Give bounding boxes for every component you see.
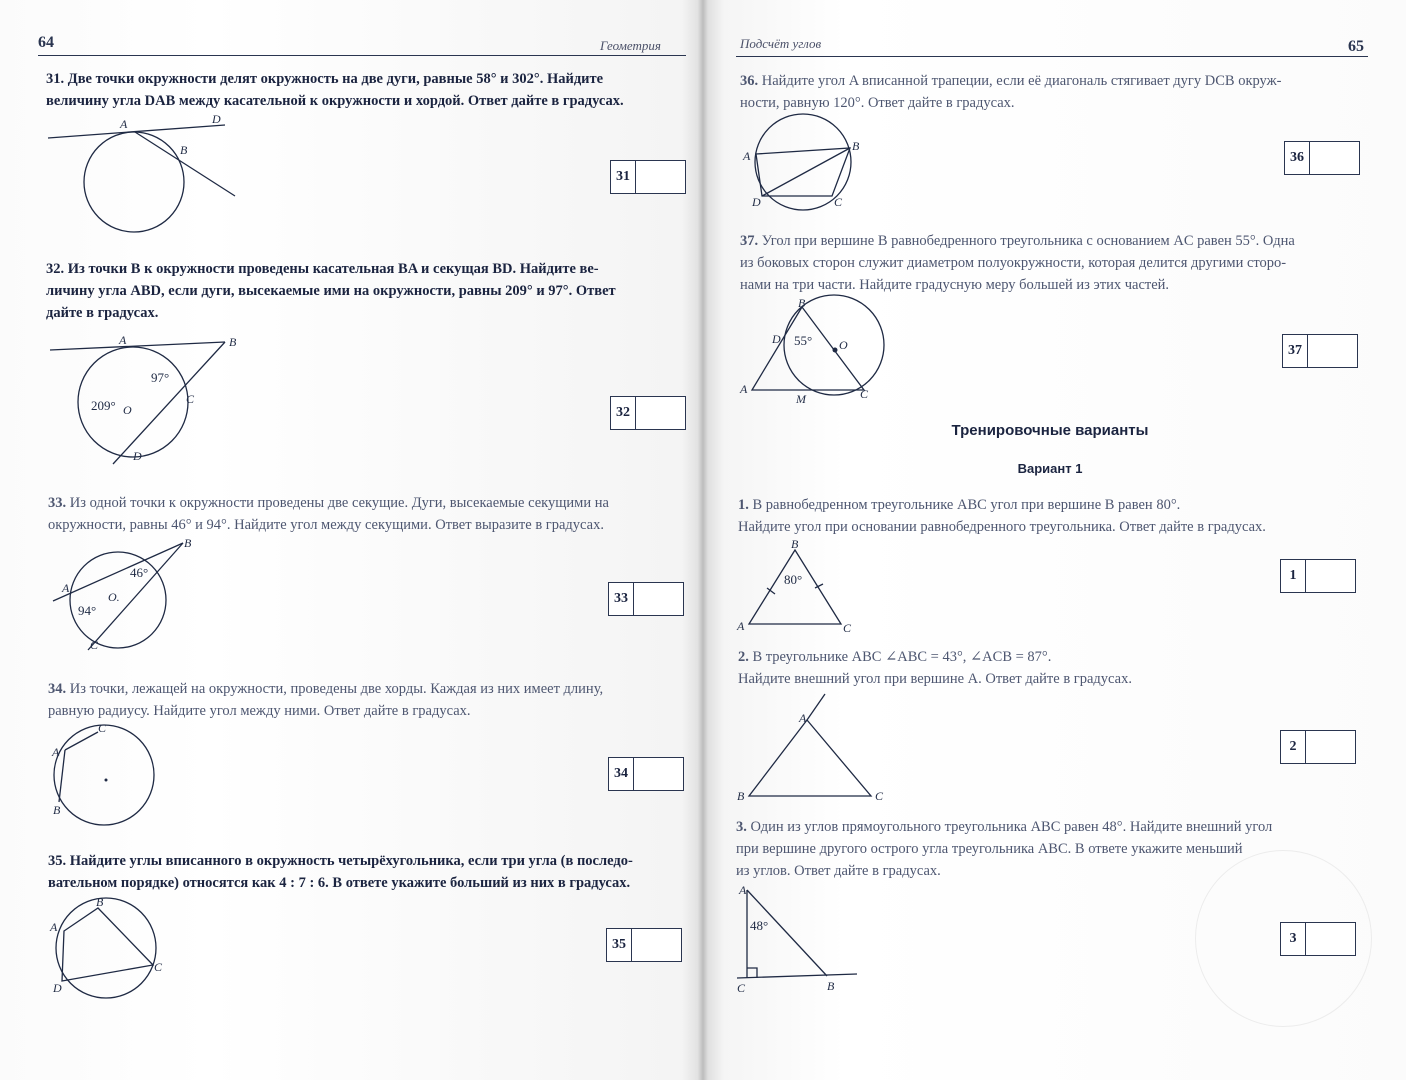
answer-label-32: 32: [611, 397, 636, 429]
label-c: C: [860, 387, 869, 401]
answer-box-v1[interactable]: [1280, 559, 1356, 593]
answer-label-v2: 2: [1281, 731, 1306, 763]
quadrilateral: [62, 908, 153, 981]
triangle-abc: [749, 720, 871, 796]
problem-31: [46, 68, 676, 112]
tangent-ba: [50, 342, 225, 350]
answer-label-33: 33: [609, 583, 634, 615]
problem-37: [740, 230, 1365, 296]
secant-2: [88, 543, 183, 650]
answer-box-31[interactable]: [610, 160, 686, 194]
problem-37-number: 37.: [740, 233, 759, 249]
label-b: B: [184, 536, 192, 550]
label-a: A: [743, 149, 751, 163]
label-a: A: [62, 581, 70, 595]
running-title-left: Геометрия: [600, 38, 661, 53]
chord-ac: [65, 732, 98, 750]
label-209: 209°: [91, 398, 116, 413]
figure-32: [45, 330, 255, 470]
circle: [84, 132, 184, 232]
problem-32: [46, 258, 676, 324]
hypotenuse-ab: [747, 890, 827, 976]
right-angle-mark: [747, 968, 757, 978]
problem-35-number: 35.: [48, 853, 67, 869]
answer-box-32[interactable]: [610, 396, 686, 430]
answer-label-34: 34: [609, 758, 634, 790]
label-94: 94°: [78, 603, 97, 618]
variant-problem-2-number: 2.: [738, 649, 749, 665]
triangle-abc: [749, 550, 841, 624]
label-c: C: [875, 789, 884, 803]
variant-problem-3-number: 3.: [736, 819, 747, 835]
variant-problem-2-line-2: Найдите внешний угол при вершине A. Ответ дайте в градусах.: [738, 671, 1132, 687]
problem-33-line-1: Из одной точки к окружности проведены две секущие. Дуги, высекаемые секущими на: [69, 495, 609, 511]
problem-35-line-1: Найдите углы вписанного в окружность четырёхугольника, если три угла (в последо-: [69, 853, 633, 869]
show-through-stamp: [1195, 850, 1372, 1027]
label-b: B: [53, 803, 61, 817]
problem-32-line-3: дайте в градусах.: [46, 305, 159, 321]
page-number-right: 65: [1348, 38, 1364, 55]
figure-33: [48, 535, 208, 660]
problem-34-line-2: равную радиусу. Найдите угол между ними. Ответ дайте в градусах.: [48, 703, 471, 719]
label-b: B: [180, 143, 188, 157]
label-c: C: [186, 392, 195, 406]
figure-31: [40, 110, 250, 240]
problem-33-number: 33.: [48, 495, 67, 511]
figure-35: [48, 893, 178, 998]
label-55: 55°: [794, 333, 813, 348]
label-a: A: [50, 920, 58, 934]
label-97: 97°: [151, 370, 170, 385]
problem-35: [48, 850, 678, 894]
label-b: B: [229, 335, 237, 349]
center-dot: [105, 779, 108, 782]
chord-ab: [59, 750, 65, 802]
variant-title: Вариант 1: [1017, 461, 1083, 476]
label-a: A: [799, 711, 807, 725]
problem-31-number: 31.: [46, 71, 65, 87]
label-b: B: [798, 296, 806, 310]
figure-36: [740, 112, 870, 212]
problem-32-line-1: Из точки B к окружности проведены касательная BA и секущая BD. Найдите ве-: [67, 261, 599, 277]
variant-problem-3-line-2: при вершине другого острого угла треугольника ABC. В ответе укажите меньший: [736, 841, 1243, 857]
variant-problem-1-line-2: Найдите угол при основании равнобедренного треугольника. Ответ дайте в градусах.: [738, 519, 1266, 535]
figure-v3: [735, 880, 875, 1000]
label-o: O.: [108, 590, 120, 604]
figure-v2: [735, 692, 895, 807]
problem-34: [48, 678, 678, 722]
label-c: C: [737, 981, 746, 995]
answer-label-v3: 3: [1281, 923, 1306, 955]
label-b: B: [96, 895, 104, 909]
label-48: 48°: [750, 918, 769, 933]
problem-37-line-3: нами на три части. Найдите градусную меру большей из этих частей.: [740, 277, 1170, 293]
book-spine: [698, 0, 708, 1080]
problem-37-line-1: Угол при вершине B равнобедренного треугольника с основанием AC равен 55°. Одна: [761, 233, 1295, 249]
label-a: A: [737, 619, 745, 633]
answer-box-33[interactable]: [608, 582, 684, 616]
label-b: B: [791, 537, 799, 551]
label-a: A: [120, 117, 128, 131]
answer-label-31: 31: [611, 161, 636, 193]
answer-box-v2[interactable]: [1280, 730, 1356, 764]
answer-label-36: 36: [1285, 142, 1310, 174]
figure-34: [48, 720, 168, 825]
problem-36-number: 36.: [740, 73, 759, 89]
variant-problem-1: [738, 494, 1363, 538]
problem-32-number: 32.: [46, 261, 65, 277]
variant-problem-2-line-1: В треугольнике ABC ∠ABC = 43°, ∠ACB = 87°.: [752, 649, 1052, 665]
problem-33-line-2: окружности, равны 46° и 94°. Найдите угол между секущими. Ответ выразите в градусах.: [48, 517, 604, 533]
label-d: D: [772, 332, 781, 346]
circle: [56, 898, 156, 998]
label-80: 80°: [784, 572, 803, 587]
label-a: A: [52, 745, 60, 759]
label-c: C: [90, 638, 99, 652]
label-d: D: [53, 981, 62, 995]
header-rule-left: [38, 55, 686, 56]
variant-problem-2: [738, 646, 1363, 690]
problem-34-line-1: Из точки, лежащей на окружности, проведены две хорды. Каждая из них имеет длину,: [69, 681, 604, 697]
center-o: [833, 348, 838, 353]
problem-36-line-2: ности, равную 120°. Ответ дайте в градусах.: [740, 95, 1015, 111]
answer-box-34[interactable]: [608, 757, 684, 791]
label-a: A: [119, 333, 127, 347]
answer-label-37: 37: [1283, 335, 1308, 367]
diagonal-db: [762, 148, 850, 196]
problem-35-line-2: вательном порядке) относятся как 4 : 7 : 6. В ответе укажите больший из них в градусах.: [48, 875, 631, 891]
answer-box-37[interactable]: [1282, 334, 1358, 368]
label-d: D: [752, 195, 761, 209]
label-o: O: [123, 403, 132, 417]
answer-label-v1: 1: [1281, 560, 1306, 592]
leg-cb-extended: [737, 974, 857, 978]
problem-32-line-2: личину угла ABD, если дуги, высекаемые ими на окружности, равны 209° и 97°. Ответ: [46, 283, 616, 299]
circle: [54, 725, 154, 825]
header-rule-right: [736, 56, 1368, 57]
problem-31-line-2: величину угла DAB между касательной к окружности и хордой. Ответ дайте в градусах.: [46, 93, 624, 109]
problem-36-line-1: Найдите угол A вписанной трапеции, если её диагональ стягивает дугу DCB окруж-: [761, 73, 1282, 89]
variant-problem-3-line-1: Один из углов прямоугольного треугольника ABC равен 48°. Найдите внешний угол: [750, 819, 1273, 835]
label-m: M: [796, 392, 806, 406]
label-46: 46°: [130, 565, 149, 580]
problem-36: [740, 70, 1365, 114]
answer-box-35[interactable]: [606, 928, 682, 962]
label-o: O: [839, 338, 848, 352]
label-c: C: [843, 621, 852, 635]
label-b: B: [737, 789, 745, 803]
label-b: B: [827, 979, 835, 993]
label-c: C: [154, 960, 163, 974]
variant-problem-3-line-3: из углов. Ответ дайте в градусах.: [736, 863, 941, 879]
chord-line: [135, 132, 235, 196]
label-c: C: [98, 721, 107, 735]
section-title: Тренировочные варианты: [951, 422, 1149, 439]
label-a: A: [739, 883, 747, 897]
label-a: A: [740, 382, 748, 396]
figure-37: [738, 295, 898, 410]
problem-33: [48, 492, 678, 536]
running-title-right: Подсчёт углов: [740, 36, 822, 51]
extension-a: [807, 694, 825, 720]
label-d: D: [212, 112, 221, 126]
figure-v1: [735, 536, 865, 636]
answer-box-36[interactable]: [1284, 141, 1360, 175]
variant-problem-1-line-1: В равнобедренном треугольнике ABC угол при вершине B равен 80°.: [752, 497, 1181, 513]
variant-problem-1-number: 1.: [738, 497, 749, 513]
problem-34-number: 34.: [48, 681, 67, 697]
label-b: B: [852, 139, 860, 153]
problem-31-line-1: Две точки окружности делят окружность на две дуги, равные 58° и 302°. Найдите: [67, 71, 604, 87]
answer-label-35: 35: [607, 929, 632, 961]
label-c: C: [834, 195, 843, 209]
page-number-left: 64: [38, 34, 54, 51]
problem-37-line-2: из боковых сторон служит диаметром полуокружности, которая делится другими сторо-: [740, 255, 1287, 271]
label-d: D: [133, 449, 142, 463]
